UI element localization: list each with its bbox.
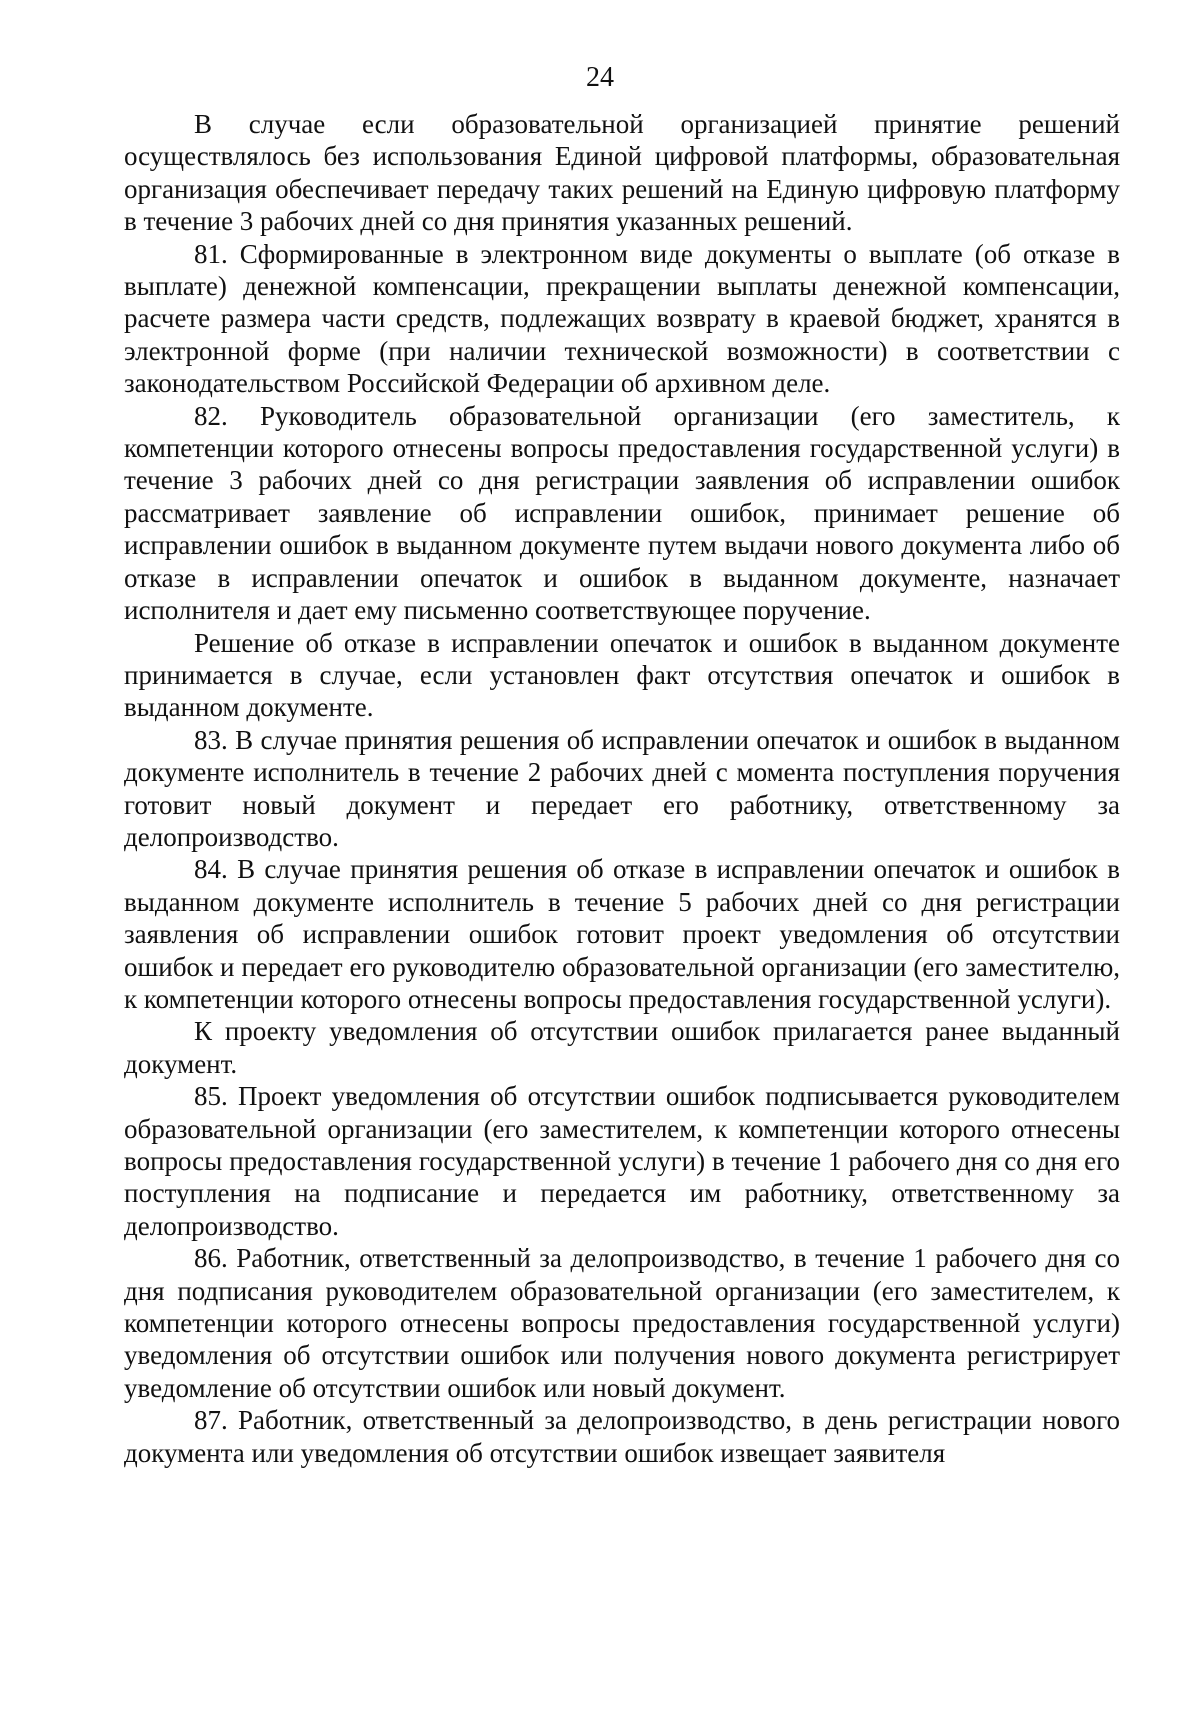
paragraph-84: 84. В случае принятия решения об отказе в исправлении опечаток и ошибок в выданном документе исполнитель в течение 5 рабочих дней со дня регистрации заявления об исправлении ошибок готовит проект уведомления об отсутствии ошибок и передает его руководителю образовательной организации (его заместителю, к компетенции которого отнесены вопросы предоставления государственной услуги).: [124, 854, 1120, 1014]
paragraph-84-attachment: К проекту уведомления об отсутствии ошибок прилагается ранее выданный документ.: [124, 1016, 1120, 1079]
document-body: [124, 108, 1120, 1469]
paragraph-82-refusal: Решение об отказе в исправлении опечаток и ошибок в выданном документе принимается в случае, если установлен факт отсутствия опечаток и ошибок в выданном документе.: [124, 627, 1120, 723]
paragraph-86: 86. Работник, ответственный за делопроизводство, в течение 1 рабочего дня со дня подписания руководителем образовательной организации (его заместителем, к компетенции которого отнесены вопросы предоставления государственной услуги) уведомления об отсутствии ошибок или получения нового документа регистрирует уведомление об отсутствии ошибок или новый документ.: [124, 1243, 1120, 1403]
paragraph-87: 87. Работник, ответственный за делопроизводство, в день регистрации нового документа или уведомления об отсутствии ошибок извещает заявителя: [124, 1405, 1120, 1468]
paragraph-82: 82. Руководитель образовательной организации (его заместитель, к компетенции которого отнесены вопросы предоставления государственной услуги) в течение 3 рабочих дней со дня регистрации заявления об исправлении ошибок рассматривает заявление об исправлении ошибок, принимает решение об исправлении ошибок в выданном документе путем выдачи нового документа либо об отказе в исправлении опечаток и ошибок в выданном документе, назначает исполнителя и дает ему письменно соответствующее поручение.: [124, 400, 1120, 626]
paragraph-81: 81. Сформированные в электронном виде документы о выплате (об отказе в выплате) денежной компенсации, прекращении выплаты денежной компенсации, расчете размера части средств, подлежащих возврату в краевой бюджет, хранятся в электронной форме (при наличии технической возможности) в соответствии с законодательством Российской Федерации об архивном деле.: [124, 238, 1120, 399]
paragraph-85: 85. Проект уведомления об отсутствии ошибок подписывается руководителем образовательной организации (его заместителем, к компетенции которого отнесены вопросы предоставления государственной услуги) в течение 1 рабочего дня со дня его поступления на подписание и передается им работнику, ответственному за делопроизводство.: [124, 1081, 1120, 1241]
paragraph-83: 83. В случае принятия решения об исправлении опечаток и ошибок в выданном документе исполнитель в течение 2 рабочих дней с момента поступления поручения готовит новый документ и передает его работнику, ответственному за делопроизводство.: [124, 724, 1120, 852]
page-number: 24: [586, 62, 614, 93]
paragraph-intro: В случае если образовательной организацией принятие решений осуществлялось без использования Единой цифровой платформы, образовательная организация обеспечивает передачу таких решений на Единую цифровую платформу в течение 3 рабочих дней со дня принятия указанных решений.: [124, 109, 1120, 237]
